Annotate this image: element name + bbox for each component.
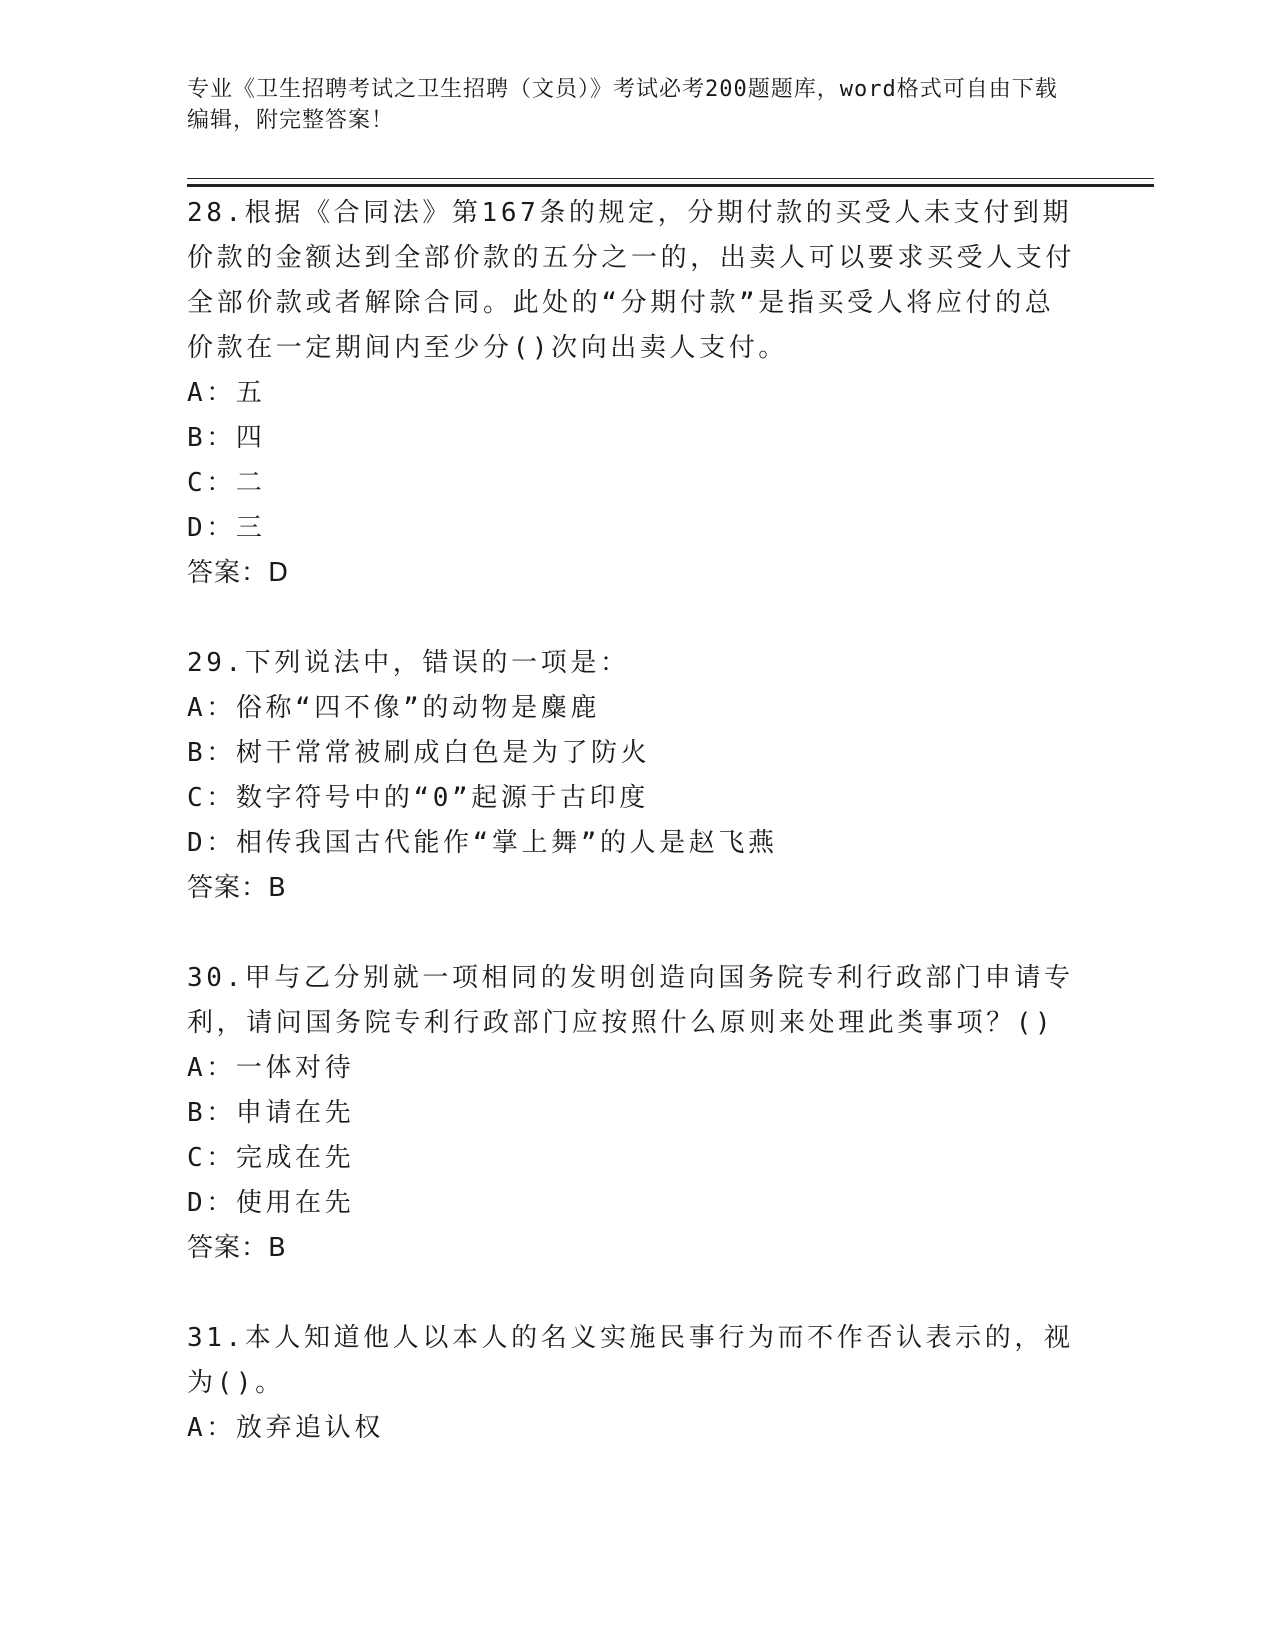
question-spacer <box>187 911 1077 956</box>
option-c: C：完成在先 <box>187 1143 355 1173</box>
question-list <box>187 191 1077 1451</box>
option-b: B：树干常常被刷成白色是为了防火 <box>187 738 651 768</box>
option-a: A：一体对待 <box>187 1053 355 1083</box>
question-spacer <box>187 1271 1077 1316</box>
question-28 <box>187 191 1077 596</box>
option-d: D：相传我国古代能作“掌上舞”的人是赵飞燕 <box>187 828 778 858</box>
option-a: A：五 <box>187 378 266 408</box>
question-stem: 28.根据《合同法》第167条的规定，分期付款的买受人未支付到期价款的金额达到全部价款的五分之一的，出卖人可以要求买受人支付全部价款或者解除合同。此处的“分期付款”是指买受人将应付的总价款在一定期间内至少分()次向出卖人支付。 <box>187 198 1076 363</box>
option-a: A：俗称“四不像”的动物是麋鹿 <box>187 693 600 723</box>
header-rule-thin <box>187 178 1154 179</box>
question-stem: 30.甲与乙分别就一项相同的发明创造向国务院专利行政部门申请专利，请问国务院专利行政部门应按照什么原则来处理此类事项？() <box>187 963 1074 1038</box>
question-stem: 31.本人知道他人以本人的名义实施民事行为而不作否认表示的，视为()。 <box>187 1323 1074 1398</box>
question-spacer <box>187 596 1077 641</box>
option-c: C：二 <box>187 468 266 498</box>
header-rule-thick <box>187 184 1154 187</box>
answer-line: 答案：B <box>187 1233 287 1263</box>
answer-line: 答案：B <box>187 873 287 903</box>
option-b: B：四 <box>187 423 266 453</box>
question-30 <box>187 956 1077 1271</box>
question-29 <box>187 641 1077 911</box>
question-stem: 29.下列说法中，错误的一项是： <box>187 648 630 678</box>
option-a: A：放弃追认权 <box>187 1413 384 1443</box>
answer-line: 答案：D <box>187 558 290 588</box>
option-d: D：三 <box>187 513 266 543</box>
question-31 <box>187 1316 1077 1451</box>
option-c: C：数字符号中的“0”起源于古印度 <box>187 783 649 813</box>
option-d: D：使用在先 <box>187 1188 355 1218</box>
document-header: 专业《卫生招聘考试之卫生招聘（文员）》考试必考200题题库，word格式可自由下载编辑，附完整答案！ <box>187 77 1058 133</box>
option-b: B：申请在先 <box>187 1098 355 1128</box>
